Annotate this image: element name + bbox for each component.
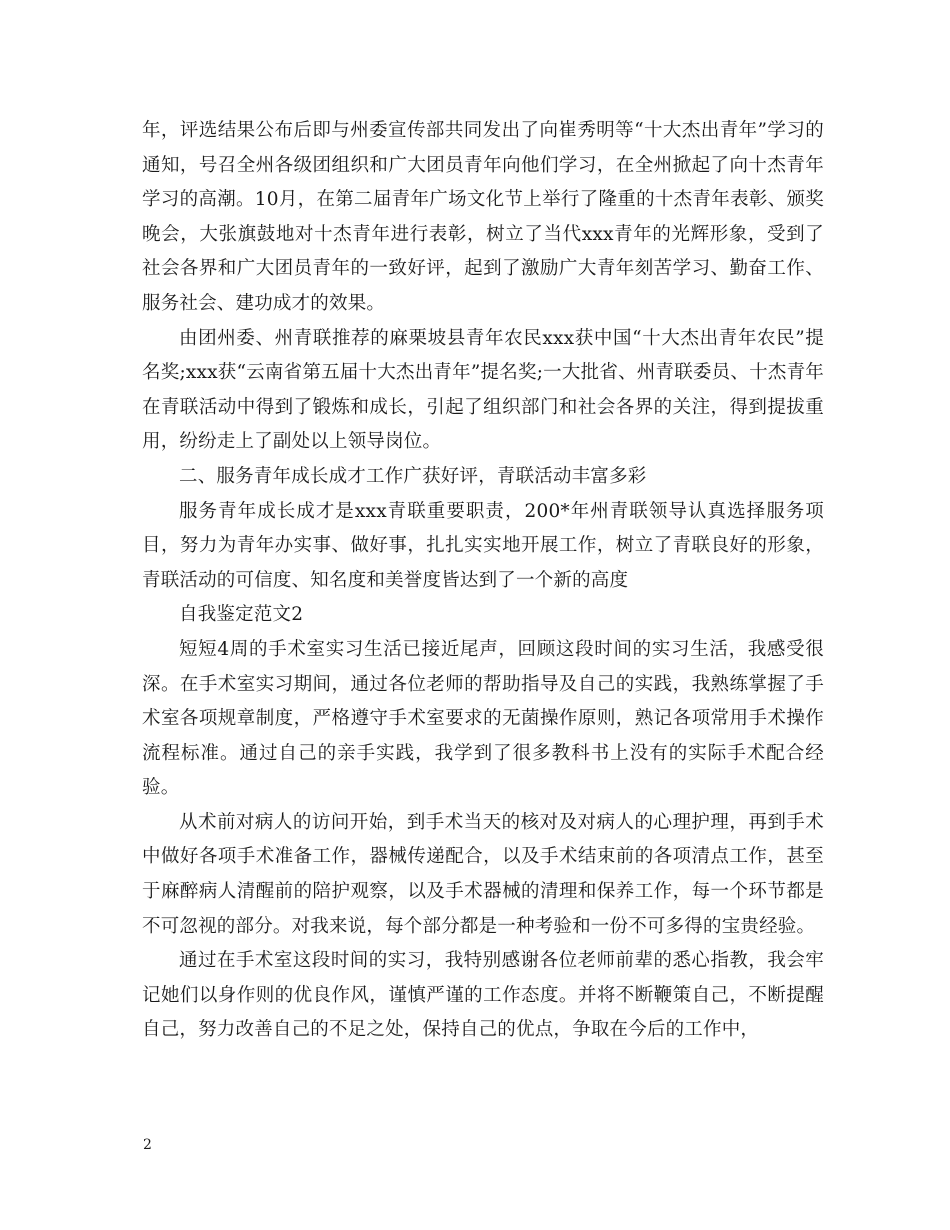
paragraph-1: 年，评选结果公布后即与州委宣传部共同发出了向崔秀明等“十大杰出青年”学习的通知，号召全州各级团组织和广大团员青年向他们学习，在全州掀起了向十杰青年学习的高潮。10月，在第二届青年广场文化节上举行了隆重的十杰青年表彰、颁奖晚会，大张旗鼓地对十杰青年进行表彰，树立了当代xxx青年的光辉形象，受到了社会各界和广大团员青年的一致好评，起到了激励广大青年刻苦学习、勤奋工作、服务社会、建功成才的效果。 xyxy=(142,120,824,314)
essay-title: 自我鉴定范文2 xyxy=(179,604,304,626)
paragraph-2: 由团州委、州青联推荐的麻栗坡县青年农民xxx获中国“十大杰出青年农民”提名奖;xxx获“云南省第五届十大杰出青年”提名奖;一大批省、州青联委员、十杰青年在青联活动中得到了锻炼和成长，引起了组织部门和社会各界的关注，得到提拔重用，纷纷走上了副处以上领导岗位。 xyxy=(142,327,824,453)
section-heading: 二、服务青年成长成才工作广获好评，青联活动丰富多彩 xyxy=(179,465,647,487)
page-number: 2 xyxy=(143,1137,152,1153)
paragraph-3: 服务青年成长成才是xxx青联重要职责，200*年州青联领导认真选择服务项目，努力为青年办实事、做好事，扎扎实实地开展工作，树立了青联良好的形象，青联活动的可信度、知名度和美誉度皆达到了一个新的高度 xyxy=(142,500,824,591)
paragraph-6: 通过在手术室这段时间的实习，我特别感谢各位老师前辈的悉心指教，我会牢记她们以身作则的优良作风，谨慎严谨的工作态度。并将不断鞭策自己，不断提醒自己，努力改善自己的不足之处，保持自己的优点，争取在今后的工作中， xyxy=(142,950,824,1041)
paragraph-5: 从术前对病人的访问开始，到手术当天的核对及对病人的心理护理，再到手术中做好各项手术准备工作，器械传递配合，以及手术结束前的各项清点工作，甚至于麻醉病人清醒前的陪护观察，以及手术器械的清理和保养工作，每一个环节都是不可忽视的部分。对我来说，每个部分都是一种考验和一份不可多得的宝贵经验。 xyxy=(142,811,824,937)
paragraph-4: 短短4周的手术室实习生活已接近尾声，回顾这段时间的实习生活，我感受很深。在手术室实习期间，通过各位老师的帮助指导及自己的实践，我熟练掌握了手术室各项规章制度，严格遵守手术室要求的无菌操作原则，熟记各项常用手术操作流程标准。通过自己的亲手实践，我学到了很多教科书上没有的实际手术配合经验。 xyxy=(142,638,824,799)
document-body xyxy=(142,114,824,1048)
